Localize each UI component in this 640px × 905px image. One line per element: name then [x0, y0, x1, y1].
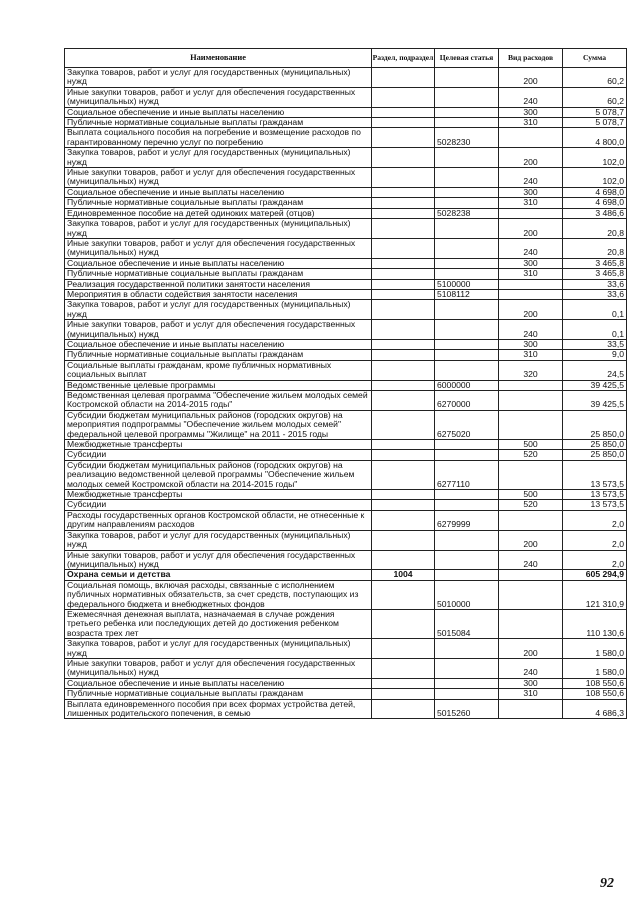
row-exp-type: 300 [499, 107, 563, 117]
row-name: Мероприятия в области содействия занятости населения [65, 289, 372, 299]
row-exp-type [499, 580, 563, 609]
row-exp-type [499, 570, 563, 580]
row-sum: 33,6 [563, 279, 627, 289]
budget-document [64, 48, 626, 719]
row-target: 5015084 [435, 609, 499, 638]
table-row [65, 219, 627, 239]
row-section [372, 530, 435, 550]
row-name: Ведомственная целевая программа "Обеспечение жильем молодых семей Костромской области на 2014-2015 годы" [65, 391, 372, 411]
row-target [435, 550, 499, 570]
row-sum: 9,0 [563, 350, 627, 360]
row-sum: 2,0 [563, 510, 627, 530]
row-exp-type [499, 609, 563, 638]
table-row [65, 68, 627, 88]
row-section [372, 440, 435, 450]
table-row [65, 279, 627, 289]
row-exp-type: 200 [499, 530, 563, 550]
row-section [372, 410, 435, 439]
row-sum: 2,0 [563, 530, 627, 550]
row-exp-type [499, 380, 563, 390]
header-target: Целевая статья [435, 49, 499, 68]
row-target [435, 440, 499, 450]
row-sum: 33,6 [563, 289, 627, 299]
row-target [435, 68, 499, 88]
row-name: Субсидии бюджетам муниципальных районов (городских округов) на мероприятия подпрограммы "Обеспечение жильем молодых семей" федеральной целевой программы "Жилище" на 2011 - 2015 годы [65, 410, 372, 439]
row-section [372, 269, 435, 279]
row-section [372, 510, 435, 530]
page-number: 92 [600, 876, 614, 891]
row-target: 5015260 [435, 699, 499, 719]
row-target [435, 639, 499, 659]
row-sum: 4 686,3 [563, 699, 627, 719]
row-name: Социальное обеспечение и иные выплаты населению [65, 107, 372, 117]
table-row [65, 350, 627, 360]
row-exp-type [499, 391, 563, 411]
table-row [65, 118, 627, 128]
row-exp-type [499, 460, 563, 489]
row-target: 6279999 [435, 510, 499, 530]
row-target [435, 500, 499, 510]
row-name: Публичные нормативные социальные выплаты гражданам [65, 118, 372, 128]
row-target [435, 187, 499, 197]
row-section: 1004 [372, 570, 435, 580]
row-exp-type [499, 289, 563, 299]
table-row [65, 391, 627, 411]
row-name: Межбюджетные трансферты [65, 490, 372, 500]
row-name: Закупка товаров, работ и услуг для государственных (муниципальных) нужд [65, 219, 372, 239]
budget-table [64, 48, 627, 719]
row-sum: 3 465,8 [563, 269, 627, 279]
row-section [372, 609, 435, 638]
row-section [372, 168, 435, 188]
row-target [435, 658, 499, 678]
row-exp-type [499, 279, 563, 289]
row-section [372, 320, 435, 340]
row-sum: 121 310,9 [563, 580, 627, 609]
row-sum: 60,2 [563, 87, 627, 107]
table-row [65, 87, 627, 107]
header-exp-type: Вид расходов [499, 49, 563, 68]
table-row [65, 107, 627, 117]
row-sum: 3 465,8 [563, 258, 627, 268]
row-target [435, 320, 499, 340]
row-section [372, 208, 435, 218]
row-sum: 25 850,0 [563, 440, 627, 450]
row-sum: 60,2 [563, 68, 627, 88]
row-exp-type: 500 [499, 440, 563, 450]
row-target [435, 300, 499, 320]
row-section [372, 219, 435, 239]
row-target [435, 530, 499, 550]
row-target [435, 689, 499, 699]
table-row [65, 460, 627, 489]
row-target [435, 258, 499, 268]
row-name: Субсидии [65, 500, 372, 510]
row-target: 6000000 [435, 380, 499, 390]
row-name: Публичные нормативные социальные выплаты гражданам [65, 350, 372, 360]
row-section [372, 658, 435, 678]
row-exp-type: 520 [499, 450, 563, 460]
row-exp-type: 310 [499, 269, 563, 279]
row-sum: 25 850,0 [563, 410, 627, 439]
table-row [65, 490, 627, 500]
row-exp-type: 500 [499, 490, 563, 500]
row-exp-type: 240 [499, 168, 563, 188]
row-exp-type: 240 [499, 320, 563, 340]
row-name: Закупка товаров, работ и услуг для государственных (муниципальных) нужд [65, 300, 372, 320]
row-exp-type: 300 [499, 678, 563, 688]
row-exp-type: 240 [499, 238, 563, 258]
row-sum: 1 580,0 [563, 639, 627, 659]
row-name: Субсидии бюджетам муниципальных районов (городских округов) на реализацию ведомственной целевой программы "Обеспечение жильем молодых семей Костромской области на 2014-2015 годы" [65, 460, 372, 489]
table-row [65, 380, 627, 390]
row-sum: 20,8 [563, 238, 627, 258]
row-name: Публичные нормативные социальные выплаты гражданам [65, 689, 372, 699]
row-exp-type: 200 [499, 219, 563, 239]
row-section [372, 460, 435, 489]
row-name: Закупка товаров, работ и услуг для государственных (муниципальных) нужд [65, 68, 372, 88]
row-section [372, 500, 435, 510]
row-target [435, 168, 499, 188]
row-sum: 25 850,0 [563, 450, 627, 460]
row-section [372, 339, 435, 349]
table-row [65, 320, 627, 340]
row-section [372, 678, 435, 688]
table-row [65, 450, 627, 460]
row-name: Социальное обеспечение и иные выплаты населению [65, 258, 372, 268]
row-section [372, 689, 435, 699]
row-sum: 108 550,6 [563, 689, 627, 699]
table-row [65, 198, 627, 208]
table-row [65, 187, 627, 197]
row-exp-type: 240 [499, 550, 563, 570]
row-target: 5010000 [435, 580, 499, 609]
header-section: Раздел, подраздел [372, 49, 435, 68]
row-name: Субсидии [65, 450, 372, 460]
row-name: Иные закупки товаров, работ и услуг для обеспечения государственных (муниципальных) нужд [65, 238, 372, 258]
row-target [435, 339, 499, 349]
row-name: Выплата социального пособия на погребение и возмещение расходов по гарантированному перечню услуг по погребению [65, 128, 372, 148]
table-row [65, 300, 627, 320]
row-name: Реализация государственной политики занятости населения [65, 279, 372, 289]
row-sum: 24,5 [563, 360, 627, 380]
table-row [65, 609, 627, 638]
row-exp-type: 320 [499, 360, 563, 380]
row-name: Выплата единовременного пособия при всех формах устройства детей, лишенных родительского попечения, в семью [65, 699, 372, 719]
row-section [372, 360, 435, 380]
table-row [65, 699, 627, 719]
table-row [65, 208, 627, 218]
row-section [372, 68, 435, 88]
row-name: Иные закупки товаров, работ и услуг для обеспечения государственных (муниципальных) нужд [65, 168, 372, 188]
row-sum: 13 573,5 [563, 460, 627, 489]
row-section [372, 187, 435, 197]
row-name: Иные закупки товаров, работ и услуг для обеспечения государственных (муниципальных) нужд [65, 550, 372, 570]
row-exp-type: 200 [499, 148, 563, 168]
table-row [65, 580, 627, 609]
row-section [372, 289, 435, 299]
row-name: Расходы государственных органов Костромской области, не отнесенные к другим направлениям расходов [65, 510, 372, 530]
row-section [372, 380, 435, 390]
row-sum: 39 425,5 [563, 391, 627, 411]
row-target: 5028238 [435, 208, 499, 218]
row-name: Социальное обеспечение и иные выплаты населению [65, 339, 372, 349]
row-target [435, 198, 499, 208]
row-section [372, 639, 435, 659]
row-exp-type [499, 208, 563, 218]
row-sum: 2,0 [563, 550, 627, 570]
row-target [435, 148, 499, 168]
row-section [372, 300, 435, 320]
row-exp-type: 310 [499, 198, 563, 208]
row-sum: 108 550,6 [563, 678, 627, 688]
row-target [435, 238, 499, 258]
header-name: Наименование [65, 49, 372, 68]
row-sum: 20,8 [563, 219, 627, 239]
row-sum: 4 698,0 [563, 187, 627, 197]
table-row [65, 360, 627, 380]
row-target: 6277110 [435, 460, 499, 489]
row-name: Ведомственные целевые программы [65, 380, 372, 390]
row-exp-type: 300 [499, 258, 563, 268]
table-row [65, 570, 627, 580]
row-target: 5100000 [435, 279, 499, 289]
row-section [372, 258, 435, 268]
table-header-row [65, 49, 627, 68]
table-row [65, 289, 627, 299]
row-name: Социальная помощь, включая расходы, связанные с исполнением публичных нормативных обязательств, за счет средств, поступающих из федерального бюджета и внебюджетных фондов [65, 580, 372, 609]
table-row [65, 530, 627, 550]
row-name: Иные закупки товаров, работ и услуг для обеспечения государственных (муниципальных) нужд [65, 87, 372, 107]
row-name: Межбюджетные трансферты [65, 440, 372, 450]
row-target [435, 570, 499, 580]
row-sum: 102,0 [563, 168, 627, 188]
row-name: Ежемесячная денежная выплата, назначаемая в случае рождения третьего ребенка или последующих детей до достижения ребенком возраста трех лет [65, 609, 372, 638]
table-row [65, 689, 627, 699]
row-sum: 0,1 [563, 300, 627, 320]
table-row [65, 148, 627, 168]
row-name: Единовременное пособие на детей одиноких матерей (отцов) [65, 208, 372, 218]
row-section [372, 148, 435, 168]
row-sum: 39 425,5 [563, 380, 627, 390]
row-target [435, 450, 499, 460]
row-exp-type: 310 [499, 350, 563, 360]
row-target: 5028230 [435, 128, 499, 148]
row-target: 5108112 [435, 289, 499, 299]
table-row [65, 410, 627, 439]
row-sum: 4 698,0 [563, 198, 627, 208]
row-name: Социальное обеспечение и иные выплаты населению [65, 187, 372, 197]
row-sum: 110 130,6 [563, 609, 627, 638]
row-sum: 13 573,5 [563, 490, 627, 500]
row-sum: 0,1 [563, 320, 627, 340]
row-name: Публичные нормативные социальные выплаты гражданам [65, 198, 372, 208]
row-sum: 13 573,5 [563, 500, 627, 510]
row-target [435, 490, 499, 500]
row-exp-type: 300 [499, 339, 563, 349]
row-sum: 3 486,6 [563, 208, 627, 218]
row-section [372, 279, 435, 289]
row-section [372, 350, 435, 360]
row-target [435, 219, 499, 239]
row-section [372, 391, 435, 411]
row-exp-type [499, 128, 563, 148]
row-section [372, 450, 435, 460]
row-target: 6275020 [435, 410, 499, 439]
row-exp-type [499, 510, 563, 530]
row-name: Иные закупки товаров, работ и услуг для обеспечения государственных (муниципальных) нужд [65, 320, 372, 340]
table-row [65, 339, 627, 349]
row-sum: 5 078,7 [563, 118, 627, 128]
header-sum: Сумма [563, 49, 627, 68]
table-body [65, 68, 627, 719]
row-exp-type: 300 [499, 187, 563, 197]
row-name: Закупка товаров, работ и услуг для государственных (муниципальных) нужд [65, 639, 372, 659]
table-row [65, 658, 627, 678]
row-exp-type [499, 410, 563, 439]
row-section [372, 107, 435, 117]
row-name: Социальные выплаты гражданам, кроме публичных нормативных социальных выплат [65, 360, 372, 380]
table-row [65, 510, 627, 530]
row-name: Социальное обеспечение и иные выплаты населению [65, 678, 372, 688]
row-target [435, 87, 499, 107]
table-row [65, 550, 627, 570]
row-section [372, 699, 435, 719]
row-exp-type: 200 [499, 68, 563, 88]
table-row [65, 500, 627, 510]
row-sum: 1 580,0 [563, 658, 627, 678]
row-exp-type: 240 [499, 87, 563, 107]
row-sum: 102,0 [563, 148, 627, 168]
table-row [65, 258, 627, 268]
row-target [435, 269, 499, 279]
table-row [65, 269, 627, 279]
table-row [65, 168, 627, 188]
row-exp-type: 240 [499, 658, 563, 678]
table-row [65, 440, 627, 450]
row-target [435, 678, 499, 688]
table-row [65, 678, 627, 688]
row-exp-type: 310 [499, 118, 563, 128]
row-section [372, 580, 435, 609]
row-sum: 4 800,0 [563, 128, 627, 148]
row-name: Закупка товаров, работ и услуг для государственных (муниципальных) нужд [65, 530, 372, 550]
row-name: Иные закупки товаров, работ и услуг для обеспечения государственных (муниципальных) нужд [65, 658, 372, 678]
row-sum: 605 294,9 [563, 570, 627, 580]
row-name: Охрана семьи и детства [65, 570, 372, 580]
row-name: Закупка товаров, работ и услуг для государственных (муниципальных) нужд [65, 148, 372, 168]
row-exp-type [499, 699, 563, 719]
row-target [435, 350, 499, 360]
row-target: 6270000 [435, 391, 499, 411]
row-exp-type: 200 [499, 639, 563, 659]
row-sum: 5 078,7 [563, 107, 627, 117]
row-section [372, 128, 435, 148]
row-target [435, 360, 499, 380]
row-section [372, 550, 435, 570]
row-exp-type: 310 [499, 689, 563, 699]
row-exp-type: 200 [499, 300, 563, 320]
row-section [372, 87, 435, 107]
table-row [65, 639, 627, 659]
row-sum: 33,5 [563, 339, 627, 349]
row-section [372, 238, 435, 258]
table-row [65, 128, 627, 148]
row-section [372, 490, 435, 500]
row-target [435, 118, 499, 128]
row-target [435, 107, 499, 117]
row-exp-type: 520 [499, 500, 563, 510]
table-row [65, 238, 627, 258]
row-section [372, 118, 435, 128]
row-section [372, 198, 435, 208]
row-name: Публичные нормативные социальные выплаты гражданам [65, 269, 372, 279]
